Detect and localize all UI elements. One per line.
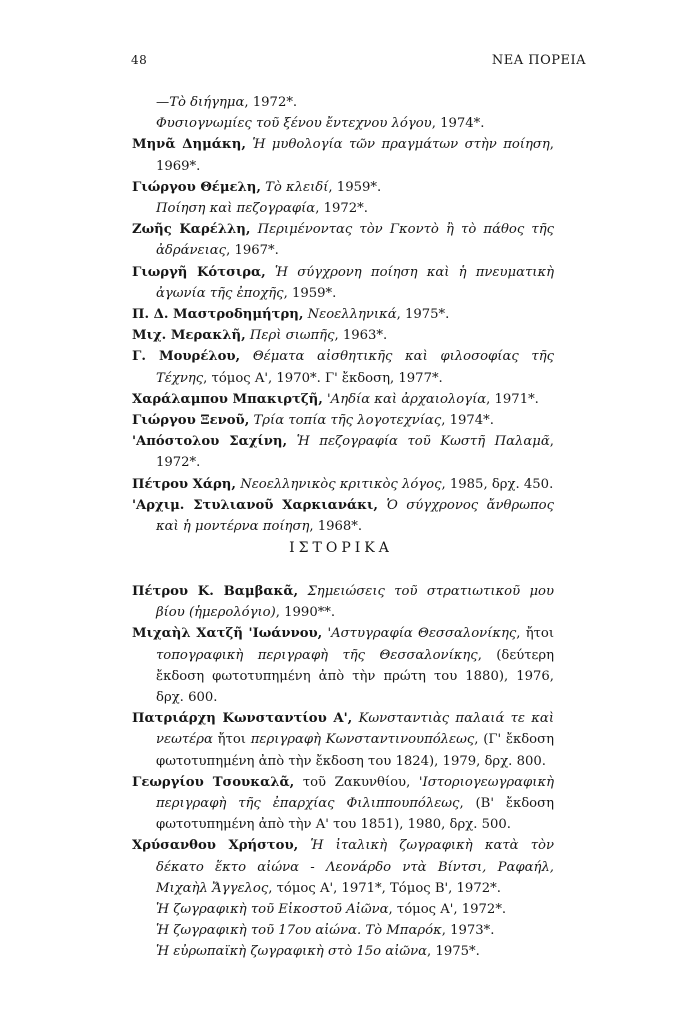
bibliography-entry	[132, 941, 554, 962]
entry-title: Τὸ κλειδί	[265, 179, 329, 195]
bibliography-entry	[132, 346, 554, 388]
entry-details: , 1975*.	[396, 307, 450, 323]
entry-title: περιγραφὴ Κωνσταντινουπόλεως	[250, 732, 475, 748]
entry-author: Πέτρου Χάρη,	[132, 476, 236, 492]
bibliography-entry	[132, 389, 554, 410]
bibliography-entry	[132, 262, 554, 304]
bibliography-entry	[132, 177, 554, 198]
entry-title: 'Ιστοριογεωγραφικὴ περιγραφὴ τῆς ἐπαρχίας Φιλιππουπόλεως	[156, 774, 554, 812]
entry-title: Φυσιογνωμίες τοῦ ξένου ἔντεχνου λόγου	[156, 116, 432, 132]
entry-details: , 1969*.	[156, 137, 554, 174]
entry-details: , (Β' ἔκδοση φωτοτυπημένη ἀπὸ τὴν Α' του 1851), 1980, δρχ. 500.	[156, 796, 554, 833]
entry-title: Ἡ μυθολογία τῶν πραγμάτων στὴν ποίηση	[252, 137, 550, 153]
entry-author: Π. Δ. Μαστροδημήτρη,	[132, 307, 304, 323]
entry-title: Ἡ εὐρωπαϊκὴ ζωγραφικὴ στὸ 15ο αἰῶνα	[156, 944, 428, 960]
entry-details: , 1959*.	[283, 285, 337, 301]
entry-author: Χρύσανθου Χρήστου,	[132, 838, 299, 854]
entry-details: , 1974*.	[441, 413, 494, 429]
running-title: ΝΕΑ ΠΟΡΕΙΑ	[491, 53, 586, 68]
entry-details: , 1975*.	[427, 944, 480, 960]
entry-details: , 1968*.	[309, 519, 363, 535]
bibliography-section-historical	[132, 581, 554, 963]
entry-title: 'Αστυγραφία Θεσσαλονίκης	[327, 626, 517, 642]
entry-details	[287, 434, 297, 449]
entry-details: , τόμος Α', 1972*.	[388, 902, 507, 918]
entry-details: , τόμος Α', 1971*, Τόμος Β', 1972*.	[268, 880, 501, 896]
entry-details: , 1973*.	[441, 923, 495, 939]
bibliography-entry	[132, 92, 554, 113]
bibliography-entry	[132, 219, 554, 261]
entry-title: Κωνσταντιὰς παλαιά τε καὶ νεωτέρα	[156, 711, 554, 748]
entry-author: Πέτρου Κ. Βαμβακᾶ,	[132, 584, 299, 599]
entry-title: Περιμένοντας τὸν Γκοντὸ ἢ τὸ πάθος τῆς ἀδράνειας	[156, 222, 554, 259]
entry-title: τοπογραφικὴ περιγραφὴ τῆς Θεσσαλονίκης	[156, 647, 478, 663]
entry-author: 'Απόστολου Σαχίνη,	[132, 434, 288, 450]
section-heading-historical: ΙΣΤΟΡΙΚΑ	[289, 540, 393, 556]
entry-details: , ἤτοι	[516, 626, 554, 642]
bibliography-entry	[132, 623, 554, 708]
entry-title: Σημειώσεις τοῦ στρατιωτικοῦ μου βίου (ἡμερολόγιο)	[156, 584, 554, 621]
entry-author: Μηνᾶ Δημάκη,	[132, 137, 246, 153]
bibliography-entry	[132, 304, 554, 325]
bibliography-entry	[132, 581, 554, 623]
bibliography-entry	[132, 431, 554, 473]
entry-details	[240, 349, 253, 364]
entry-title: Νεοελληνικά	[307, 307, 397, 323]
entry-details: , 1972*.	[156, 434, 554, 471]
entry-title: Ποίηση καὶ πεζογραφία	[156, 201, 316, 217]
bibliography-section-literary	[132, 92, 554, 537]
entry-details: , τόμος Α', 1970*. Γ' ἔκδοση, 1977*.	[203, 370, 443, 386]
bibliography-entry	[132, 899, 554, 920]
entry-title: 'Αηδία καὶ ἀρχαιολογία	[327, 391, 487, 407]
entry-title: Νεοελληνικὸς κριτικὸς λόγος	[240, 476, 442, 492]
entry-title: Ὁ σύγχρονος ἄνθρωπος καὶ ἡ μοντέρνα ποίηση	[156, 497, 554, 535]
entry-author: Γιώργου Θέμελη,	[132, 179, 261, 195]
entry-details: , 1963*.	[334, 328, 388, 344]
bibliography-entry	[132, 835, 554, 899]
bibliography-entry	[132, 198, 554, 219]
entry-title: Ἡ ζωγραφικὴ τοῦ Εἰκοστοῦ Αἰῶνα	[156, 902, 389, 918]
entry-details: , (Γ' ἔκδοση φωτοτυπημένη ἀπὸ τὴν ἔκδοση του 1824), 1979, δρχ. 800.	[156, 732, 554, 769]
bibliography-entry	[132, 113, 554, 134]
entry-author: Γιώργου Ξενοῦ,	[132, 413, 250, 429]
entry-details: , 1972*.	[315, 201, 368, 217]
entry-details: , (δεύτερη ἔκδοση φωτοτυπημένη ἀπὸ τὴν πρώτη του 1880), 1976, δρχ. 600.	[156, 647, 554, 706]
entry-author: Γιωργῆ Κότσιρα,	[132, 264, 266, 280]
entry-details: ἤτοι	[212, 732, 251, 748]
entry-details: τοῦ Ζακυνθίου,	[294, 774, 419, 790]
entry-details: , 1990**.	[275, 605, 336, 621]
entry-details: , 1972*.	[244, 95, 298, 110]
page-number: 48	[131, 53, 148, 67]
entry-details: , 1974*.	[431, 116, 485, 132]
entry-author: Πατριάρχη Κωνσταντίου Α',	[132, 711, 353, 727]
bibliography-entry	[132, 708, 554, 772]
entry-title: Ἡ ζωγραφικὴ τοῦ 17ου αἰώνα. Τὸ Μπαρόκ	[156, 923, 442, 939]
bibliography-entry	[132, 920, 554, 941]
entry-author: 'Αρχιμ. Στυλιανοῦ Χαρκιανάκι,	[132, 497, 378, 513]
entry-title: Τὸ διήγημα	[169, 95, 245, 110]
bibliography-entry	[132, 474, 554, 495]
bibliography-entry	[132, 772, 554, 836]
entry-details	[298, 838, 310, 853]
entry-title: Τρία τοπία τῆς λογοτεχνίας	[253, 413, 442, 429]
entry-title: Ἡ πεζογραφία τοῦ Κωστῆ Παλαμᾶ	[296, 434, 550, 450]
entry-author: Γ. Μουρέλου,	[132, 349, 241, 365]
entry-details: , 1985, δρχ. 450.	[441, 476, 554, 492]
entry-title: Θέματα αἰσθητικῆς καὶ φιλοσοφίας τῆς Τέχνης	[156, 349, 554, 386]
bibliography-entry	[132, 325, 554, 346]
entry-author: Μιχαὴλ Χατζῆ 'Ιωάννου,	[132, 626, 323, 642]
entry-details: , 1959*.	[328, 179, 382, 195]
bibliography-entry	[132, 495, 554, 537]
entry-title: Ἡ ἰταλικὴ ζωγραφικὴ κατὰ τὸν δέκατο ἕκτο αἰώνα - Λεονάρδο ντὰ Βίντσι, Ραφαήλ, Μιχαὴλ Ἄγγελος	[156, 838, 554, 896]
bibliography-entry	[132, 410, 554, 431]
entry-author: Χαράλαμπου Μπακιρτζῆ,	[132, 391, 323, 407]
entry-author: Γεωργίου Τσουκαλᾶ,	[132, 774, 295, 790]
entry-details	[250, 222, 257, 237]
bibliography-entry	[132, 134, 554, 176]
entry-details: , 1967*.	[226, 243, 279, 259]
entry-title: Περὶ σιωπῆς	[249, 328, 335, 344]
entry-author: Μιχ. Μερακλῆ,	[132, 328, 246, 344]
entry-details	[266, 265, 275, 280]
entry-details: —	[156, 95, 170, 110]
entry-details: , 1971*.	[486, 391, 539, 407]
entry-author: Ζωῆς Καρέλλη,	[132, 222, 251, 238]
entry-title: Ἡ σύγχρονη ποίηση καὶ ἡ πνευματικὴ ἀγωνία τῆς ἐποχῆς	[156, 264, 554, 301]
